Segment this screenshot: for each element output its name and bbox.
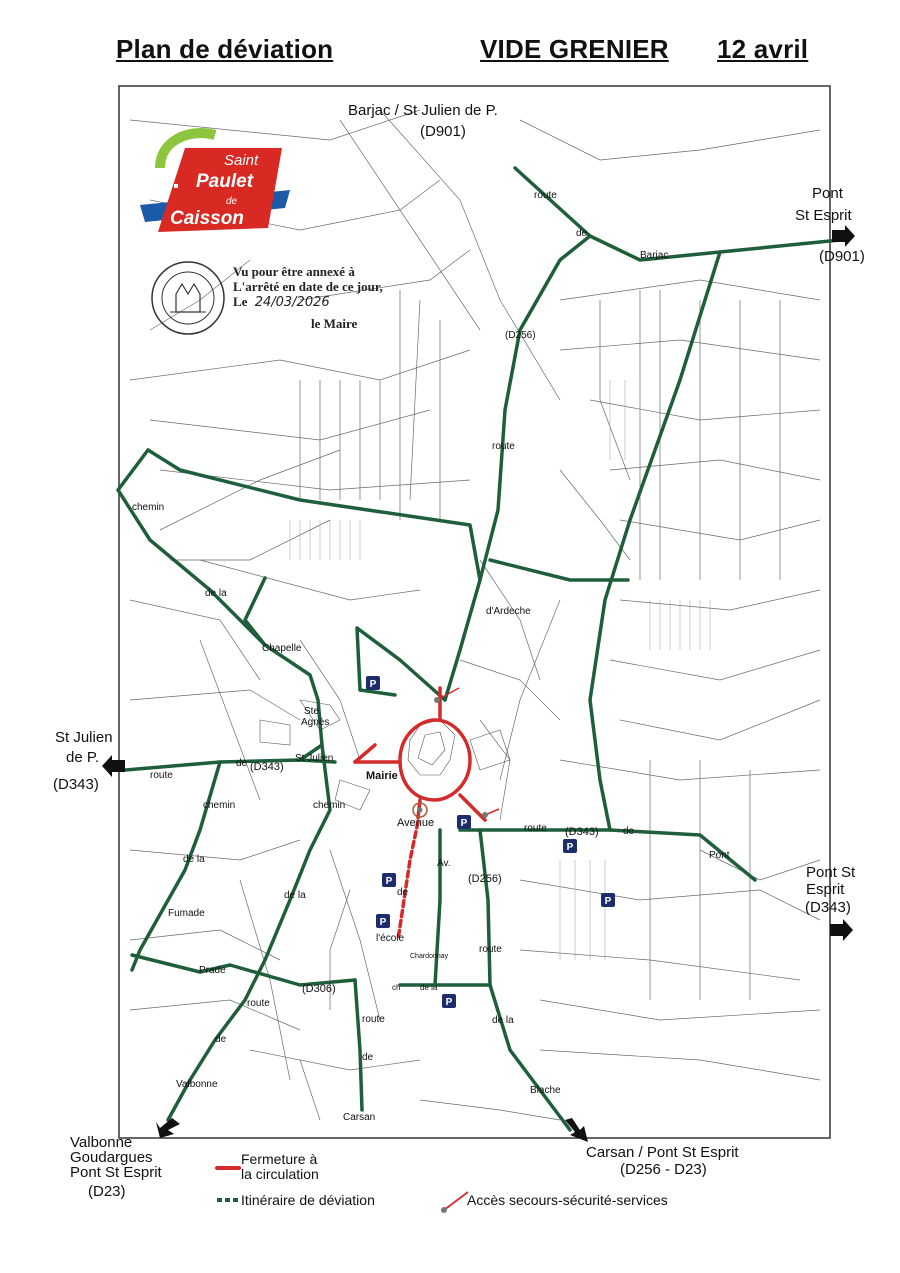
- road-label: chemin: [132, 502, 165, 513]
- arrow-northeast-icon: [832, 225, 855, 247]
- destination-north-code: (D901): [420, 123, 466, 140]
- road-label: Chapelle: [262, 643, 302, 654]
- logo-text-de: de: [226, 196, 238, 207]
- legend-closure: [241, 1152, 319, 1182]
- logo-text-paulet: Paulet: [196, 171, 254, 192]
- road-label: route: [492, 441, 515, 452]
- road-label: Pont: [709, 850, 730, 861]
- parking-marker: [366, 676, 380, 690]
- road-label: de: [576, 228, 588, 239]
- destination-northeast-code: (D901): [819, 248, 865, 265]
- svg-text:P: P: [445, 997, 453, 1008]
- road-label: (D343): [565, 826, 599, 838]
- destination-north: Barjac / St Julien de P.: [348, 102, 498, 119]
- legend-closure-line1: Fermeture à: [241, 1151, 318, 1167]
- destination-east-code: (D343): [805, 899, 851, 916]
- svg-text:P: P: [379, 917, 387, 928]
- road-label: Avenue: [397, 817, 435, 829]
- parking-marker: [382, 873, 396, 887]
- destination-southwest-1: Valbonne: [70, 1134, 133, 1151]
- stamp-signature: le Maire: [311, 316, 358, 331]
- stamp-line-1: Vu pour être annexé à: [233, 264, 355, 279]
- map-frame: [119, 86, 830, 1138]
- svg-text:P: P: [385, 876, 393, 887]
- destination-southeast-1: Carsan / Pont St Esprit: [586, 1144, 739, 1161]
- destination-northeast-2: St Esprit: [795, 207, 852, 224]
- destination-west-code: (D343): [53, 776, 99, 793]
- arrow-east-icon: [830, 919, 853, 941]
- road-label: Agnès: [301, 717, 330, 728]
- road-label: de: [236, 758, 248, 769]
- legend-access: Accès secours-sécurité-services: [467, 1192, 668, 1208]
- stamp-annotation: [233, 264, 383, 331]
- stamp-line-3: [233, 294, 383, 310]
- road-label: ch: [392, 983, 401, 992]
- road-label: chemin: [313, 800, 346, 811]
- parking-marker: [457, 815, 471, 829]
- road-label: Chardonnay: [410, 953, 449, 960]
- legend-closure-line2: la circulation: [241, 1166, 319, 1182]
- road-label: (D306): [302, 983, 336, 995]
- destination-southeast-code: (D256 - D23): [620, 1161, 707, 1178]
- destination-east-1: Pont St: [806, 864, 856, 881]
- road-label: route: [479, 944, 502, 955]
- parking-marker: [563, 839, 577, 853]
- destination-east-2: Esprit: [806, 881, 845, 898]
- road-label: (D343): [250, 761, 284, 773]
- road-label: chemin: [203, 800, 236, 811]
- road-label: de: [215, 1034, 227, 1045]
- road-label: (D256): [468, 873, 502, 885]
- parking-marker: [376, 914, 390, 928]
- logo-text-caisson: Caisson: [170, 208, 244, 229]
- road-label: route: [524, 823, 547, 834]
- road-label: route: [150, 770, 173, 781]
- event-date: 12 avril: [717, 34, 809, 64]
- road-label: route: [247, 998, 270, 1009]
- road-label: route: [534, 190, 557, 201]
- road-label: de la: [492, 1015, 514, 1026]
- parking-marker: [601, 893, 615, 907]
- road-label: Av.: [437, 858, 451, 869]
- road-label: Blache: [530, 1085, 561, 1096]
- road-label: de la: [420, 983, 438, 992]
- destination-west-2: de P.: [66, 749, 100, 766]
- road-label: de la: [205, 588, 227, 599]
- road-label: Fumade: [168, 908, 205, 919]
- destination-southwest-code: (D23): [88, 1183, 126, 1200]
- stamp-line-3-prefix: Le: [233, 294, 248, 309]
- road-label: (D256): [505, 330, 536, 341]
- destination-southwest-3: Pont St Esprit: [70, 1164, 162, 1181]
- destination-southwest-2: Goudargues: [70, 1149, 153, 1166]
- road-label: Barjac: [640, 250, 669, 261]
- road-label: de: [362, 1052, 374, 1063]
- svg-text:P: P: [369, 679, 377, 690]
- parking-marker: [442, 994, 456, 1008]
- destination-northeast-1: Pont: [812, 185, 843, 202]
- destination-west-1: St Julien: [55, 729, 113, 746]
- road-label: l'école: [376, 933, 405, 944]
- road-label: de: [623, 826, 635, 837]
- svg-text:P: P: [460, 818, 468, 829]
- road-label: de la: [284, 890, 306, 901]
- road-label: Ste: [304, 706, 320, 717]
- plan-title: Plan de déviation: [116, 34, 334, 64]
- road-label: d'Ardeche: [486, 606, 531, 617]
- road-label: Valbonne: [176, 1079, 218, 1090]
- road-label: de: [397, 887, 409, 898]
- road-label-mairie: Mairie: [366, 770, 398, 782]
- event-title: VIDE GRENIER: [480, 34, 669, 64]
- road-label: St Julien: [295, 753, 334, 764]
- logo-text-saint: Saint: [224, 152, 259, 169]
- stamp-handwritten-date: 24/03/2026: [254, 295, 330, 310]
- road-label: route: [362, 1014, 385, 1025]
- svg-text:P: P: [566, 842, 574, 853]
- legend-detour: Itinéraire de déviation: [241, 1192, 375, 1208]
- road-label: de la: [183, 854, 205, 865]
- svg-text:P: P: [604, 896, 612, 907]
- road-label: Carsan: [343, 1112, 376, 1123]
- road-label: Prade: [199, 965, 226, 976]
- stamp-line-2: L'arrêté en date de ce jour,: [233, 279, 383, 294]
